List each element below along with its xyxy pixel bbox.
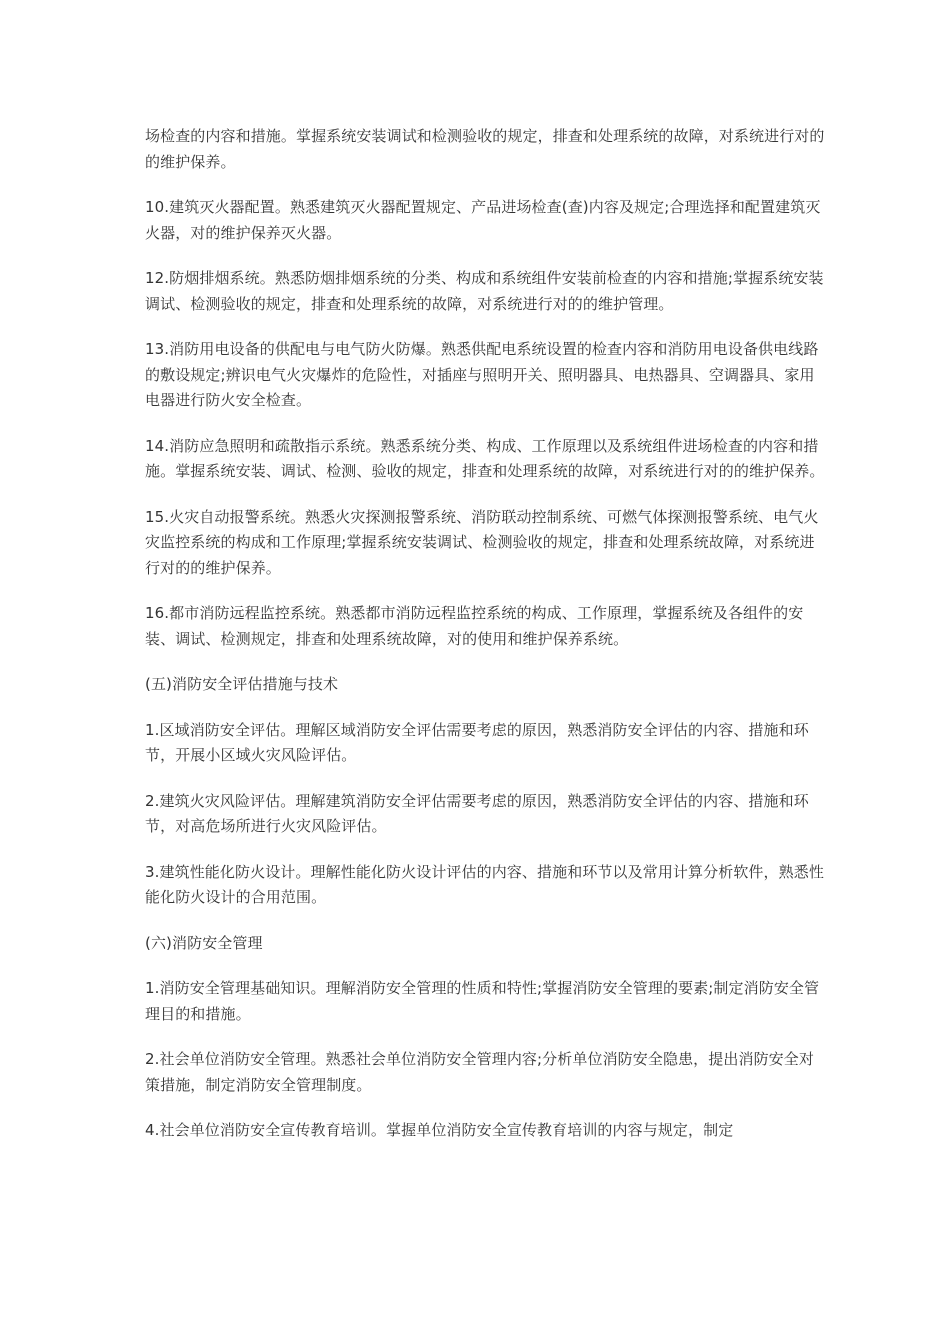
- paragraph: 1.消防安全管理基础知识。理解消防安全管理的性质和特性;掌握消防安全管理的要素;制定消防安全管理目的和措施。: [145, 979, 820, 1023]
- paragraph: 12.防烟排烟系统。熟悉防烟排烟系统的分类、构成和系统组件安装前检查的内容和措施;掌握系统安装调试、检测验收的规定，排查和处理系统的故障，对系统进行对的的维护管理。: [145, 269, 824, 313]
- paragraph: 4.社会单位消防安全宣传教育培训。掌握单位消防安全宣传教育培训的内容与规定，制定: [145, 1121, 734, 1139]
- paragraph: 16.都市消防远程监控系统。熟悉都市消防远程监控系统的构成、工作原理，掌握系统及各组件的安装、调试、检测规定，排查和处理系统故障，对的使用和维护保养系统。: [145, 604, 804, 648]
- paragraph: 3.建筑性能化防火设计。理解性能化防火设计评估的内容、措施和环节以及常用计算分析软件，熟悉性能化防火设计的合用范围。: [145, 862, 824, 906]
- document-body: [145, 124, 825, 1164]
- section-heading: (六)消防安全管理: [145, 933, 263, 952]
- paragraph: 15.火灾自动报警系统。熟悉火灾探测报警系统、消防联动控制系统、可燃气体探测报警系统、电气火灾监控系统的构成和工作原理;掌握系统安装调试、检测验收的规定，排查和处理系统故障，对系统进行对的的维护保养。: [145, 507, 819, 577]
- paragraph: 14.消防应急照明和疏散指示系统。熟悉系统分类、构成、工作原理以及系统组件进场检查的内容和措施。掌握系统安装、调试、检测、验收的规定，排查和处理系统的故障，对系统进行对的的维护保养。: [145, 436, 825, 480]
- paragraph: 1.区域消防安全评估。理解区域消防安全评估需要考虑的原因，熟悉消防安全评估的内容、措施和环节，开展小区域火灾风险评估。: [145, 720, 809, 764]
- paragraph: 10.建筑灭火器配置。熟悉建筑灭火器配置规定、产品进场检查(查)内容及规定;合理选择和配置建筑灭火器，对的维护保养灭火器。: [145, 198, 821, 242]
- paragraph: 2.社会单位消防安全管理。熟悉社会单位消防安全管理内容;分析单位消防安全隐患，提出消防安全对策措施，制定消防安全管理制度。: [145, 1050, 814, 1094]
- paragraph: 13.消防用电设备的供配电与电气防火防爆。熟悉供配电系统设置的检查内容和消防用电设备供电线路的敷设规定;辨识电气火灾爆炸的危险性，对插座与照明开关、照明器具、电热器具、空调器具、家用电器进行防火安全检查。: [145, 340, 819, 409]
- paragraph: 场检查的内容和措施。掌握系统安装调试和检测验收的规定，排查和处理系统的故障，对系统进行对的的维护保养。: [145, 127, 825, 171]
- section-heading: (五)消防安全评估措施与技术: [145, 675, 339, 693]
- paragraph: 2.建筑火灾风险评估。理解建筑消防安全评估需要考虑的原因，熟悉消防安全评估的内容、措施和环节，对高危场所进行火灾风险评估。: [145, 791, 809, 835]
